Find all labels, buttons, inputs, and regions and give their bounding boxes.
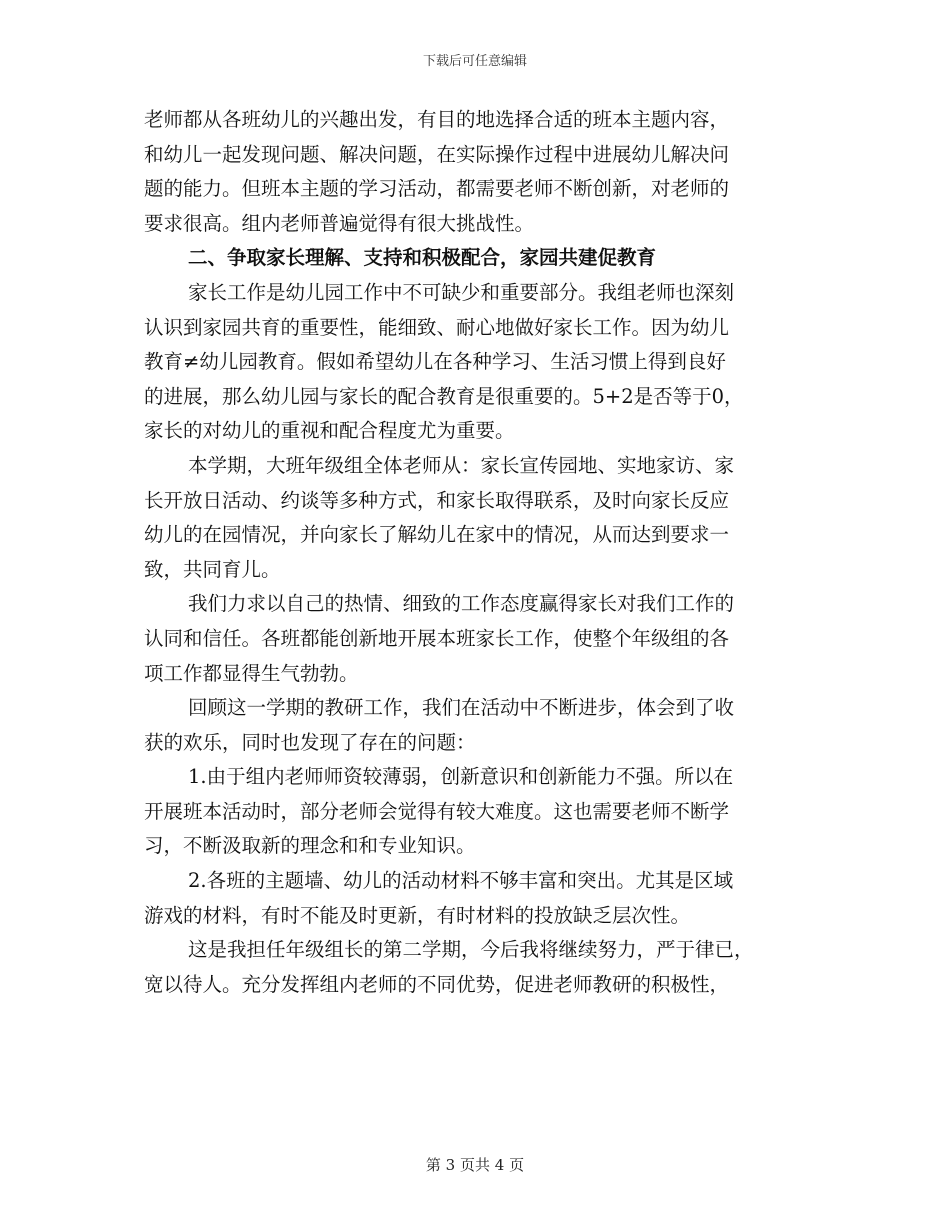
paragraph-line: 开展班本活动时，部分老师会觉得有较大难度。这也需要老师不断学: [144, 799, 730, 823]
paragraph-line: 题的能力。但班本主题的学习活动，都需要老师不断创新，对老师的: [144, 177, 730, 201]
document-body: [144, 103, 804, 1002]
paragraph-line: 的进展，那么幼儿园与家长的配合教育是很重要的。5+2是否等于0，: [144, 384, 744, 408]
paragraph-line: 习，不断汲取新的理念和和专业知识。: [144, 834, 476, 858]
paragraph-line: 认同和信任。各班都能创新地开展本班家长工作，使整个年级组的各: [144, 626, 730, 650]
paragraph-line: 长开放日活动、约谈等多种方式，和家长取得联系，及时向家长反应: [144, 488, 730, 512]
paragraph-line: 和幼儿一起发现问题、解决问题，在实际操作过程中进展幼儿解决问: [144, 142, 730, 166]
header-text: 下载后可任意编辑: [422, 54, 527, 69]
paragraph-line: 认识到家园共育的重要性，能细致、耐心地做好家长工作。因为幼儿: [144, 315, 730, 339]
paragraph-line: 老师都从各班幼儿的兴趣出发，有目的地选择合适的班本主题内容，: [144, 108, 730, 131]
paragraph-line: 教育≠幼儿园教育。假如希望幼儿在各种学习、生活习惯上得到良好: [144, 350, 726, 374]
paragraph-line: 家长的对幼儿的重视和配合程度尤为重要。: [144, 419, 515, 443]
paragraph-line: 项工作都显得生气勃勃。: [144, 661, 359, 685]
paragraph-line: 幼儿的在园情况，并向家长了解幼儿在家中的情况，从而达到要求一: [144, 523, 730, 547]
paragraph-line: 要求很高。组内老师普遍觉得有很大挑战性。: [144, 211, 535, 235]
paragraph-line: 宽以待人。充分发挥组内老师的不同优势，促进老师教研的积极性，: [144, 972, 730, 996]
paragraph-line: 本学期，大班年级组全体老师从：家长宣传园地、实地家访、家: [188, 453, 735, 477]
section-heading: 二、争取家长理解、支持和积极配合，家园共建促教育: [188, 246, 657, 270]
paragraph-line: 回顾这一学期的教研工作，我们在活动中不断进步，体会到了收: [188, 696, 735, 720]
paragraph-line: 获的欢乐，同时也发现了存在的问题：: [144, 730, 476, 754]
paragraph-line: 2.各班的主题墙、幼儿的活动材料不够丰富和突出。尤其是区域: [188, 869, 734, 893]
paragraph-line: 1.由于组内老师师资较薄弱，创新意识和创新能力不强。所以在: [188, 765, 734, 789]
paragraph-line: 家长工作是幼儿园工作中不可缺少和重要部分。我组老师也深刻: [188, 280, 735, 304]
page-number: 第 3 页共 4 页: [425, 1156, 525, 1174]
paragraph-line: 我们力求以自己的热情、细致的工作态度赢得家长对我们工作的: [188, 592, 735, 616]
paragraph-line: 游戏的材料，有时不能及时更新，有时材料的投放缺乏层次性。: [144, 903, 691, 927]
page-header: [0, 53, 950, 71]
paragraph-line: 这是我担任年级组长的第二学期，今后我将继续努力，严于律已，: [188, 938, 754, 962]
paragraph-line: 致，共同育儿。: [144, 557, 281, 581]
page-footer: [0, 1155, 950, 1175]
